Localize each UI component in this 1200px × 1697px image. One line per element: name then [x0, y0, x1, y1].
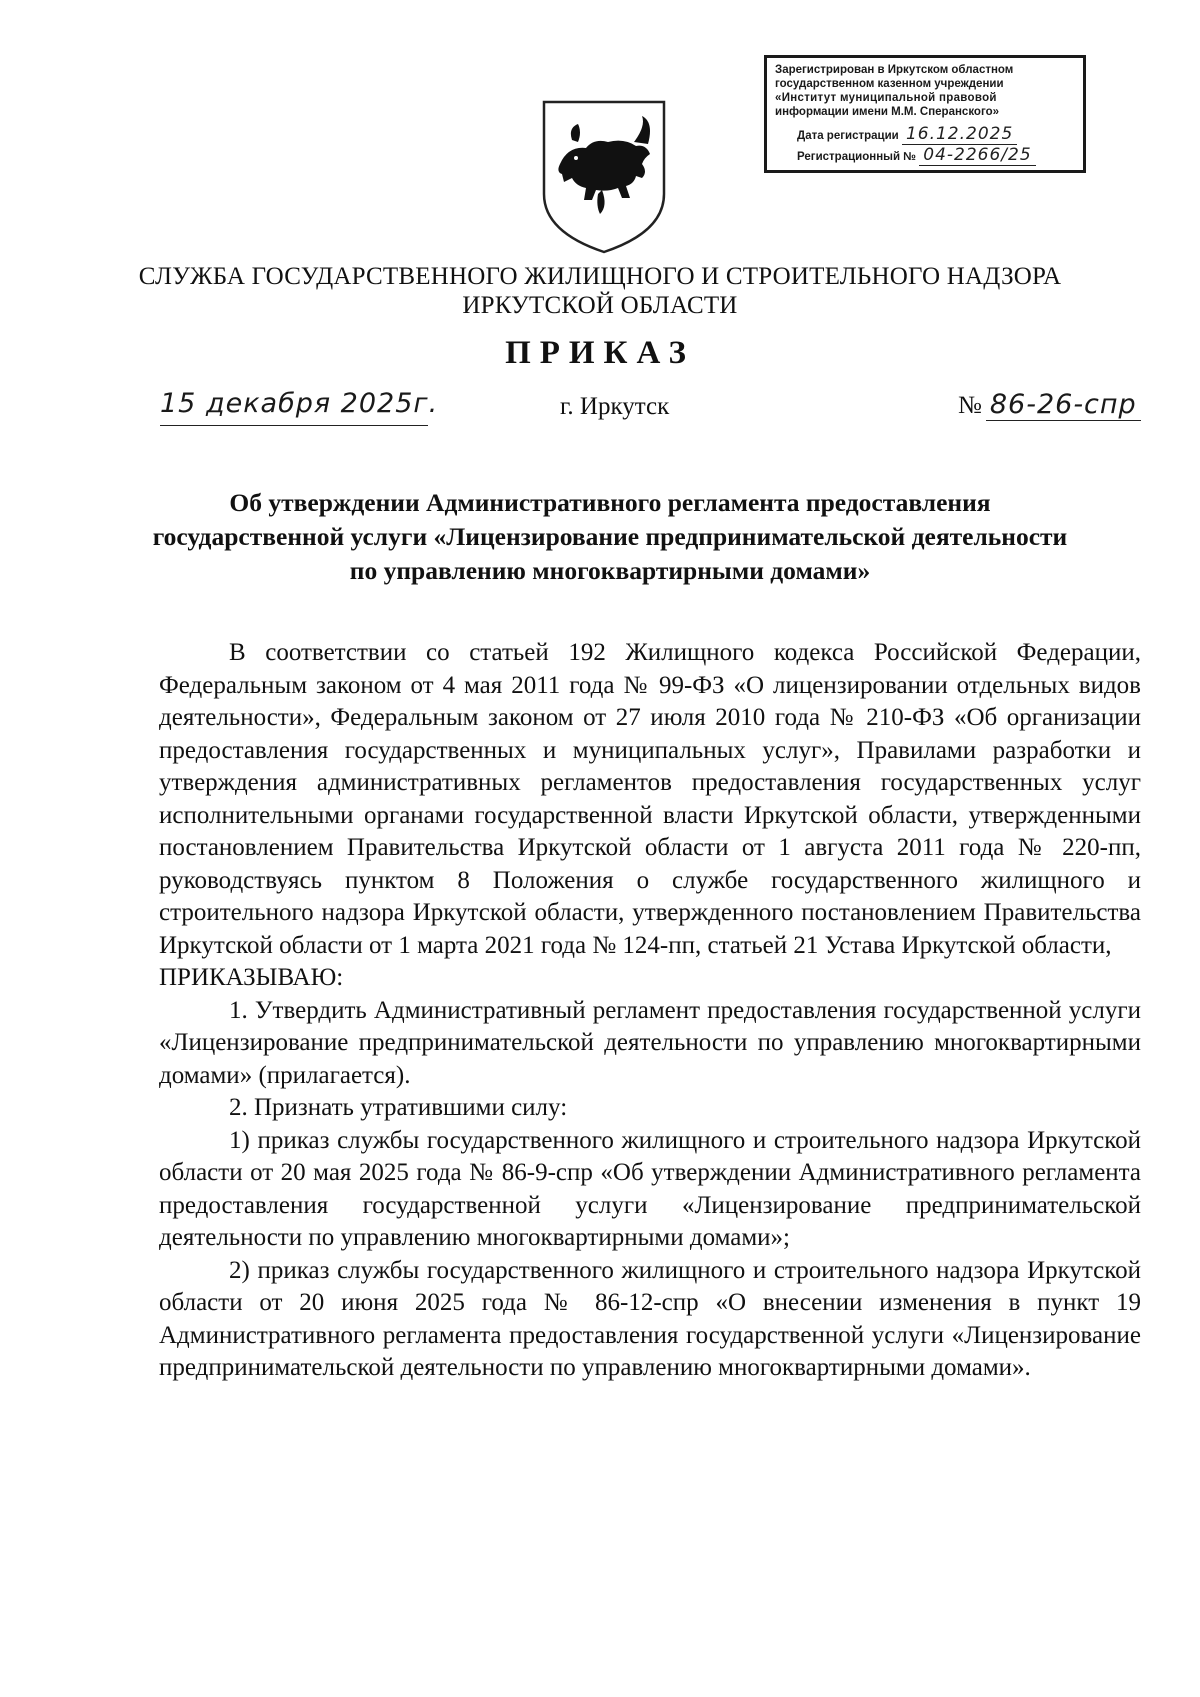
- order-number-value: 86-26-спр: [986, 389, 1141, 421]
- order-number: [958, 389, 1141, 420]
- order-word: ПРИКАЗЫВАЮ:: [159, 964, 344, 991]
- agency-name-line1: СЛУЖБА ГОСУДАРСТВЕННОГО ЖИЛИЩНОГО И СТРОИТЕЛЬНОГО НАДЗОРА: [138, 263, 1062, 290]
- date-underline: [160, 425, 428, 426]
- document-type-title: ПРИКАЗ: [505, 335, 695, 371]
- stamp-line: «Институт муниципальной правовой: [775, 92, 997, 104]
- order-heading: Об утверждении Административного регламента предоставления государственной услуги «Лицензирование предпринимательской деятельности по управлению многоквартирными домами»: [152, 488, 1068, 585]
- stamp-reg-row: [797, 145, 1036, 165]
- coat-of-arms-emblem: [538, 98, 670, 256]
- stamp-date-label: Дата регистрации: [797, 130, 899, 142]
- preamble-paragraph: В соответствии со статьей 192 Жилищного кодекса Российской Федерации, Федеральным законом от 4 мая 2011 года № 99-ФЗ «О лицензировании отдельных видов деятельности», Федеральным законом от 27 июля 2010 года № 210-ФЗ «Об организации предоставления государственных и муниципальных услуг», Правилами разработки и утверждения административных регламентов предоставления государственных услуг исполнительными органами государственной власти Иркутской области, утвержденными постановлением Правительства Иркутской области от 1 августа 2011 года № 220-пп, руководствуясь пунктом 8 Положения о службе государственного жилищного и строительного надзора Иркутской области, утвержденного постановлением Правительства Иркутской области от 1 марта 2021 года № 124-пп, статьей 21 Устава Иркутской области,: [159, 639, 1141, 959]
- number-sign: №: [958, 392, 982, 419]
- stamp-reg-value: 04-2266/25: [919, 145, 1035, 166]
- stamp-date-value: 16.12.2025: [902, 124, 1017, 145]
- item-2-paragraph: 2. Признать утратившими силу:: [229, 1094, 568, 1121]
- registration-stamp: [764, 55, 1086, 173]
- item-1-paragraph: 1. Утвердить Административный регламент предоставления государственной услуги «Лицензирование предпринимательской деятельности по управлению многоквартирными домами» (прилагается).: [159, 996, 1141, 1089]
- order-body: [159, 637, 1141, 1385]
- stamp-line: Зарегистрирован в Иркутском областном: [775, 64, 1014, 76]
- stamp-date-row: [797, 124, 1017, 144]
- stamp-line: государственном казенном учреждении: [775, 78, 1004, 90]
- order-date: 15 декабря 2025г.: [160, 388, 439, 419]
- order-city: г. Иркутск: [560, 393, 670, 420]
- agency-name: [0, 262, 1200, 320]
- agency-name-line2: ИРКУТСКОЙ ОБЛАСТИ: [462, 292, 738, 319]
- stamp-reg-label: Регистрационный №: [797, 151, 917, 163]
- stamp-line: информации имени М.М. Сперанского»: [775, 106, 1000, 118]
- item-2-2-paragraph: 2) приказ службы государственного жилищного и строительного надзора Иркутской области от 20 июня 2025 года № 86-12-спр «О внесении изменения в пункт 19 Административного регламента предоставления государственной услуги «Лицензирование предпринимательской деятельности по управлению многоквартирными домами».: [159, 1256, 1141, 1381]
- item-2-1-paragraph: 1) приказ службы государственного жилищного и строительного надзора Иркутской области от 20 мая 2025 года № 86-9-спр «Об утверждении Административного регламента предоставления государственной услуги «Лицензирование предпринимательской деятельности по управлению многоквартирными домами»;: [159, 1126, 1141, 1251]
